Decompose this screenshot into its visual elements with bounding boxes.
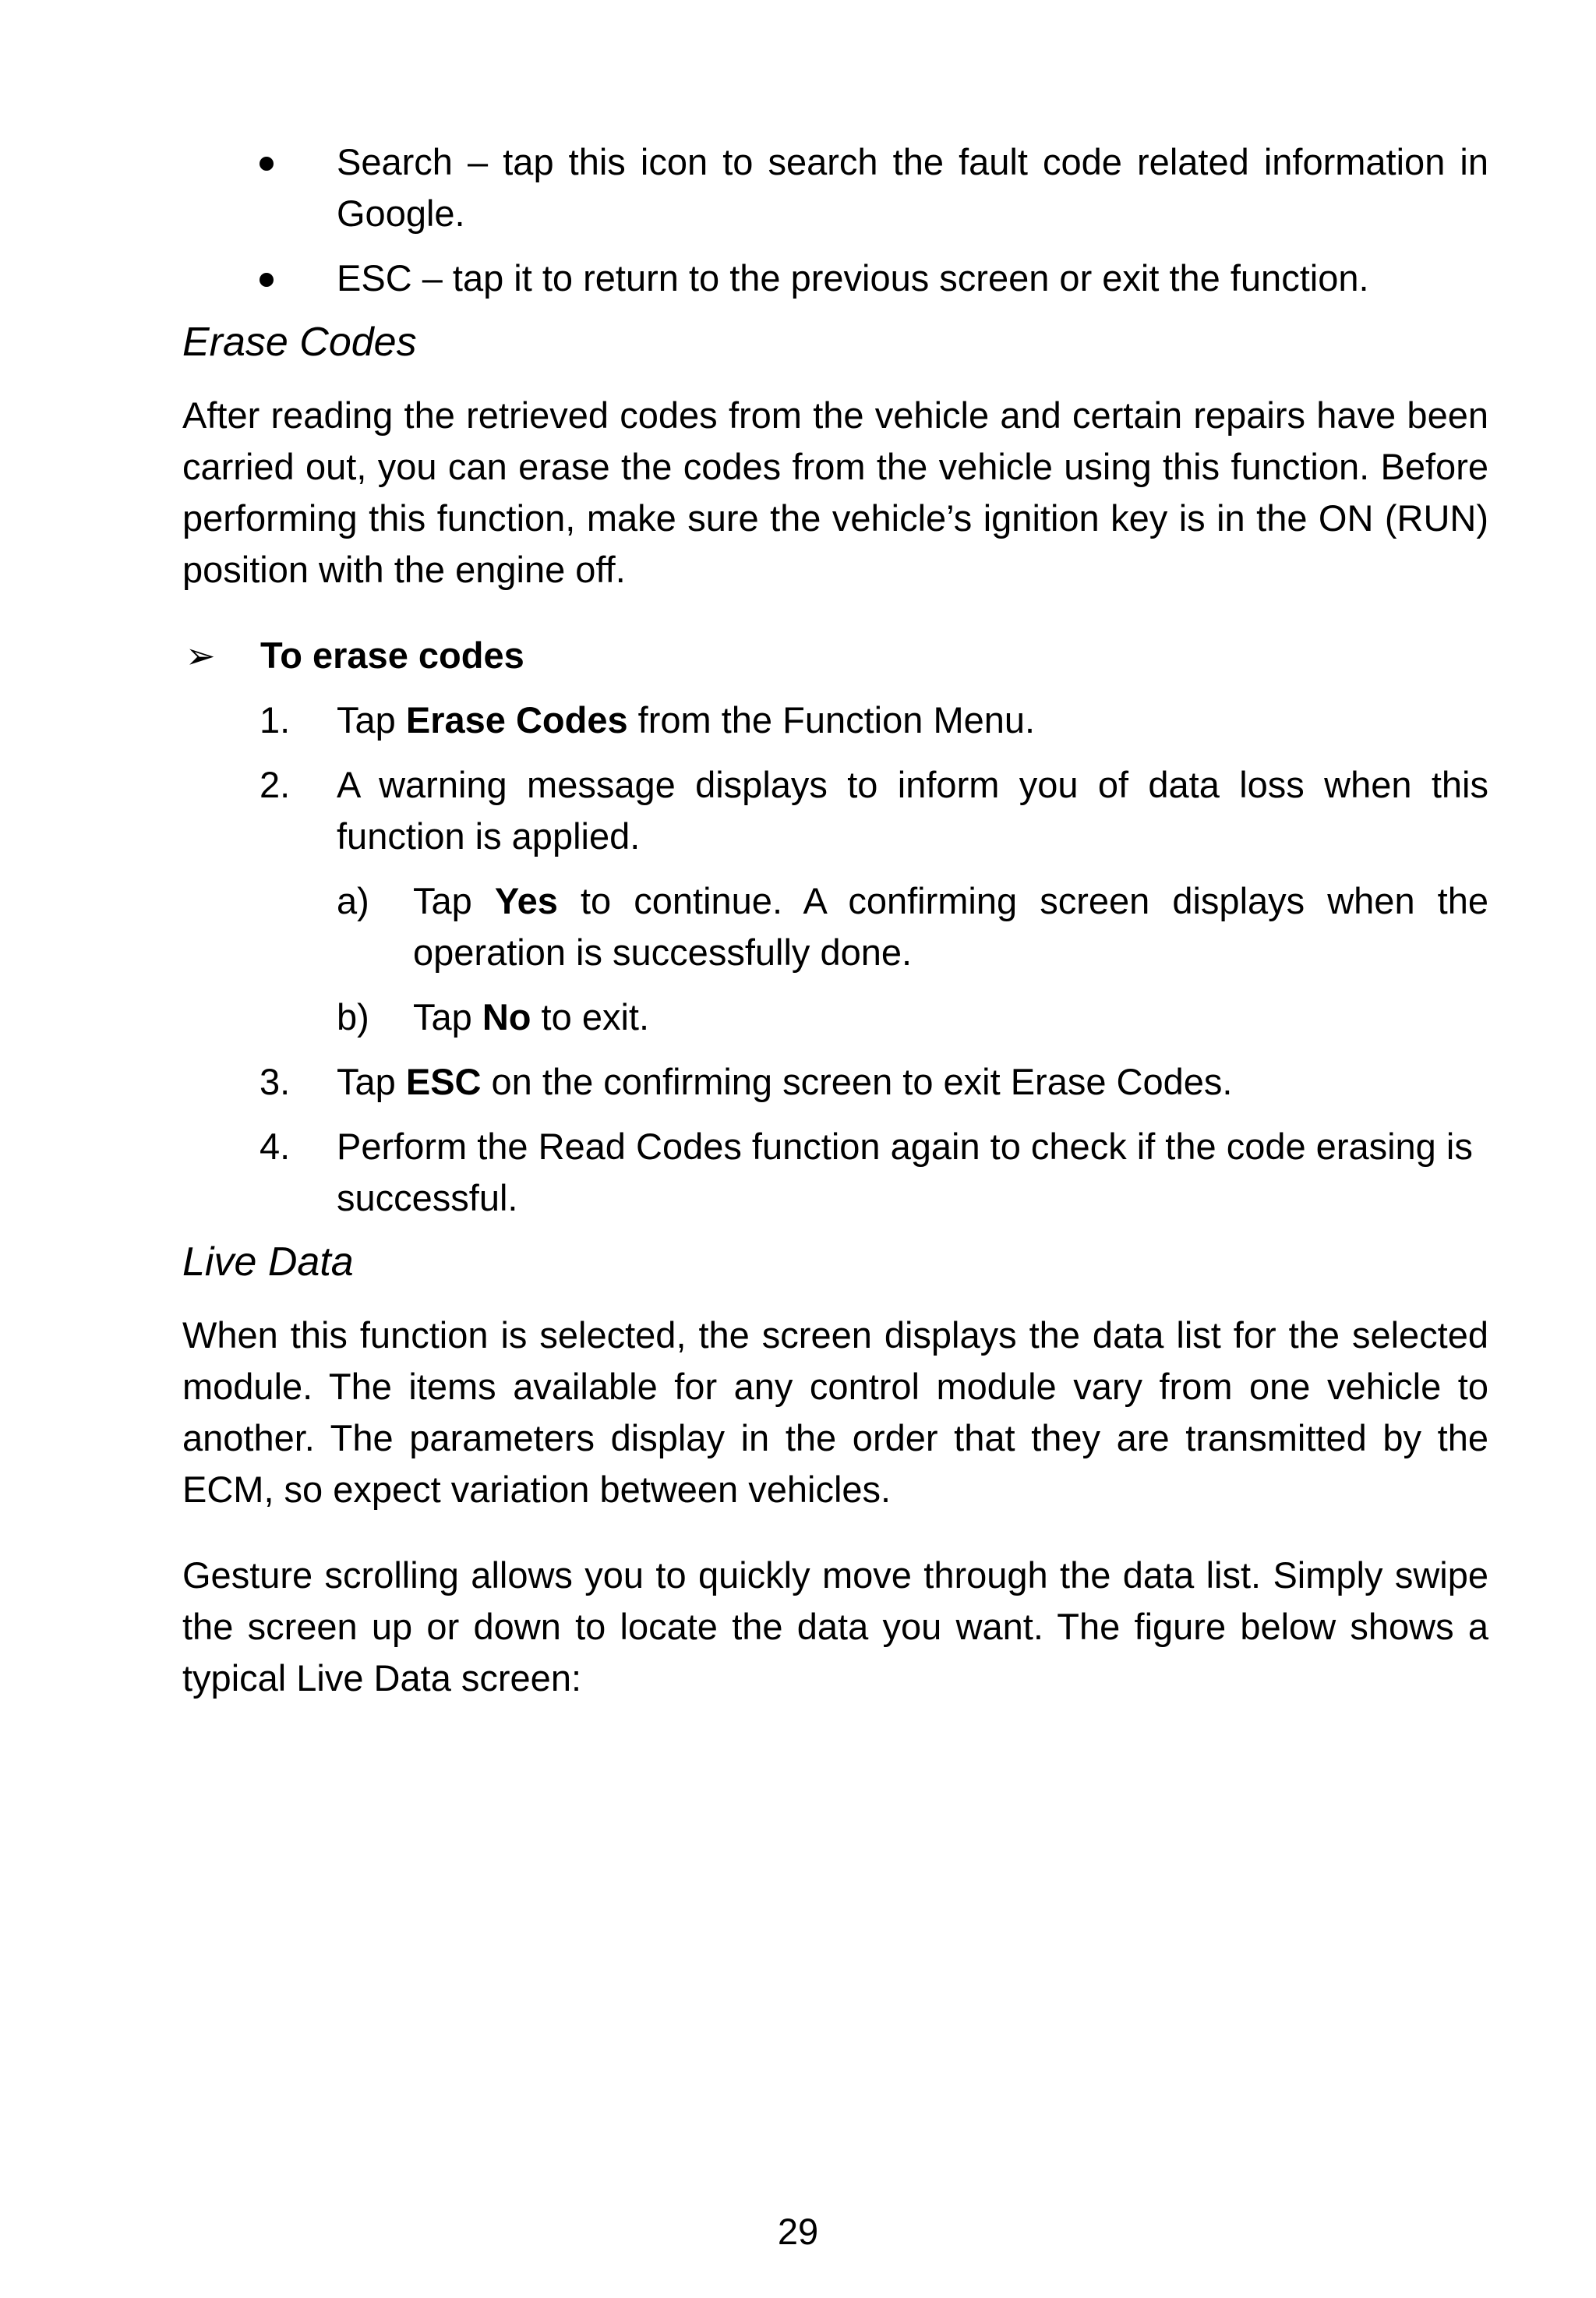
substep-text: Tap xyxy=(413,996,482,1038)
section-heading-erase-codes: Erase Codes xyxy=(182,320,417,365)
bullet-search xyxy=(182,136,1488,239)
substep-a xyxy=(182,875,1488,978)
step-bold-term: ESC xyxy=(405,1061,482,1102)
substep-bold-term: Yes xyxy=(494,880,558,921)
step-3 xyxy=(182,1056,1488,1108)
bullet-esc-text: ESC – tap it to return to the previous screen or exit the function. xyxy=(337,257,1369,299)
live-data-paragraph-2: Gesture scrolling allows you to quickly move through the data list. Simply swipe the screen up or down to locate the data you want. The figure below shows a typical Live Data screen: xyxy=(182,1554,1488,1699)
bullet-dot-icon xyxy=(260,157,274,171)
substep-b xyxy=(182,992,1488,1043)
procedure-heading xyxy=(182,630,1488,681)
step-bold-term: Erase Codes xyxy=(405,699,628,741)
procedure-title: To erase codes xyxy=(260,635,524,676)
step-text: from the Function Menu. xyxy=(627,699,1036,741)
step-text: on the confirming screen to exit Erase Codes. xyxy=(481,1061,1233,1102)
step-number: 3. xyxy=(260,1061,291,1102)
step-1 xyxy=(182,695,1488,746)
step-text: Tap xyxy=(337,1061,406,1102)
step-text: A warning message displays to inform you of data loss when this function is applied. xyxy=(337,764,1488,857)
erase-codes-intro: After reading the retrieved codes from the vehicle and certain repairs have been carried out, you can erase the codes from the vehicle using this function. Before performing this function, make sure the vehicle’s ignition key is in the ON (RUN) position with the engine off. xyxy=(182,394,1488,590)
substep-text: Tap xyxy=(413,880,495,921)
bullet-esc xyxy=(182,253,1488,304)
step-text: Perform the Read Codes function again to check if the code erasing is successful. xyxy=(337,1126,1473,1218)
substep-letter: a) xyxy=(337,880,369,921)
substep-letter: b) xyxy=(337,996,369,1038)
page-number: 29 xyxy=(777,2211,819,2252)
bullet-dot-icon xyxy=(260,273,274,287)
substep-text: to continue. A confirming screen displays when the operation is successfully done. xyxy=(413,880,1488,973)
section-heading-live-data: Live Data xyxy=(182,1239,354,1285)
step-2 xyxy=(182,759,1488,862)
bullet-search-text: Search – tap this icon to search the fault code related information in Google. xyxy=(337,141,1488,234)
step-number: 4. xyxy=(260,1126,291,1167)
arrowhead-icon: ➢ xyxy=(185,635,216,676)
step-number: 1. xyxy=(260,699,291,741)
substep-text: to exit. xyxy=(531,996,650,1038)
substep-bold-term: No xyxy=(482,996,531,1038)
step-number: 2. xyxy=(260,764,291,805)
page-content xyxy=(182,136,1488,1704)
step-4 xyxy=(182,1121,1488,1224)
step-text: Tap xyxy=(337,699,406,741)
live-data-paragraph-1: When this function is selected, the screen displays the data list for the selected module. The items available for any control module vary from one vehicle to another. The parameters display in the order that they are transmitted by the ECM, so expect variation between vehicles. xyxy=(182,1314,1488,1510)
